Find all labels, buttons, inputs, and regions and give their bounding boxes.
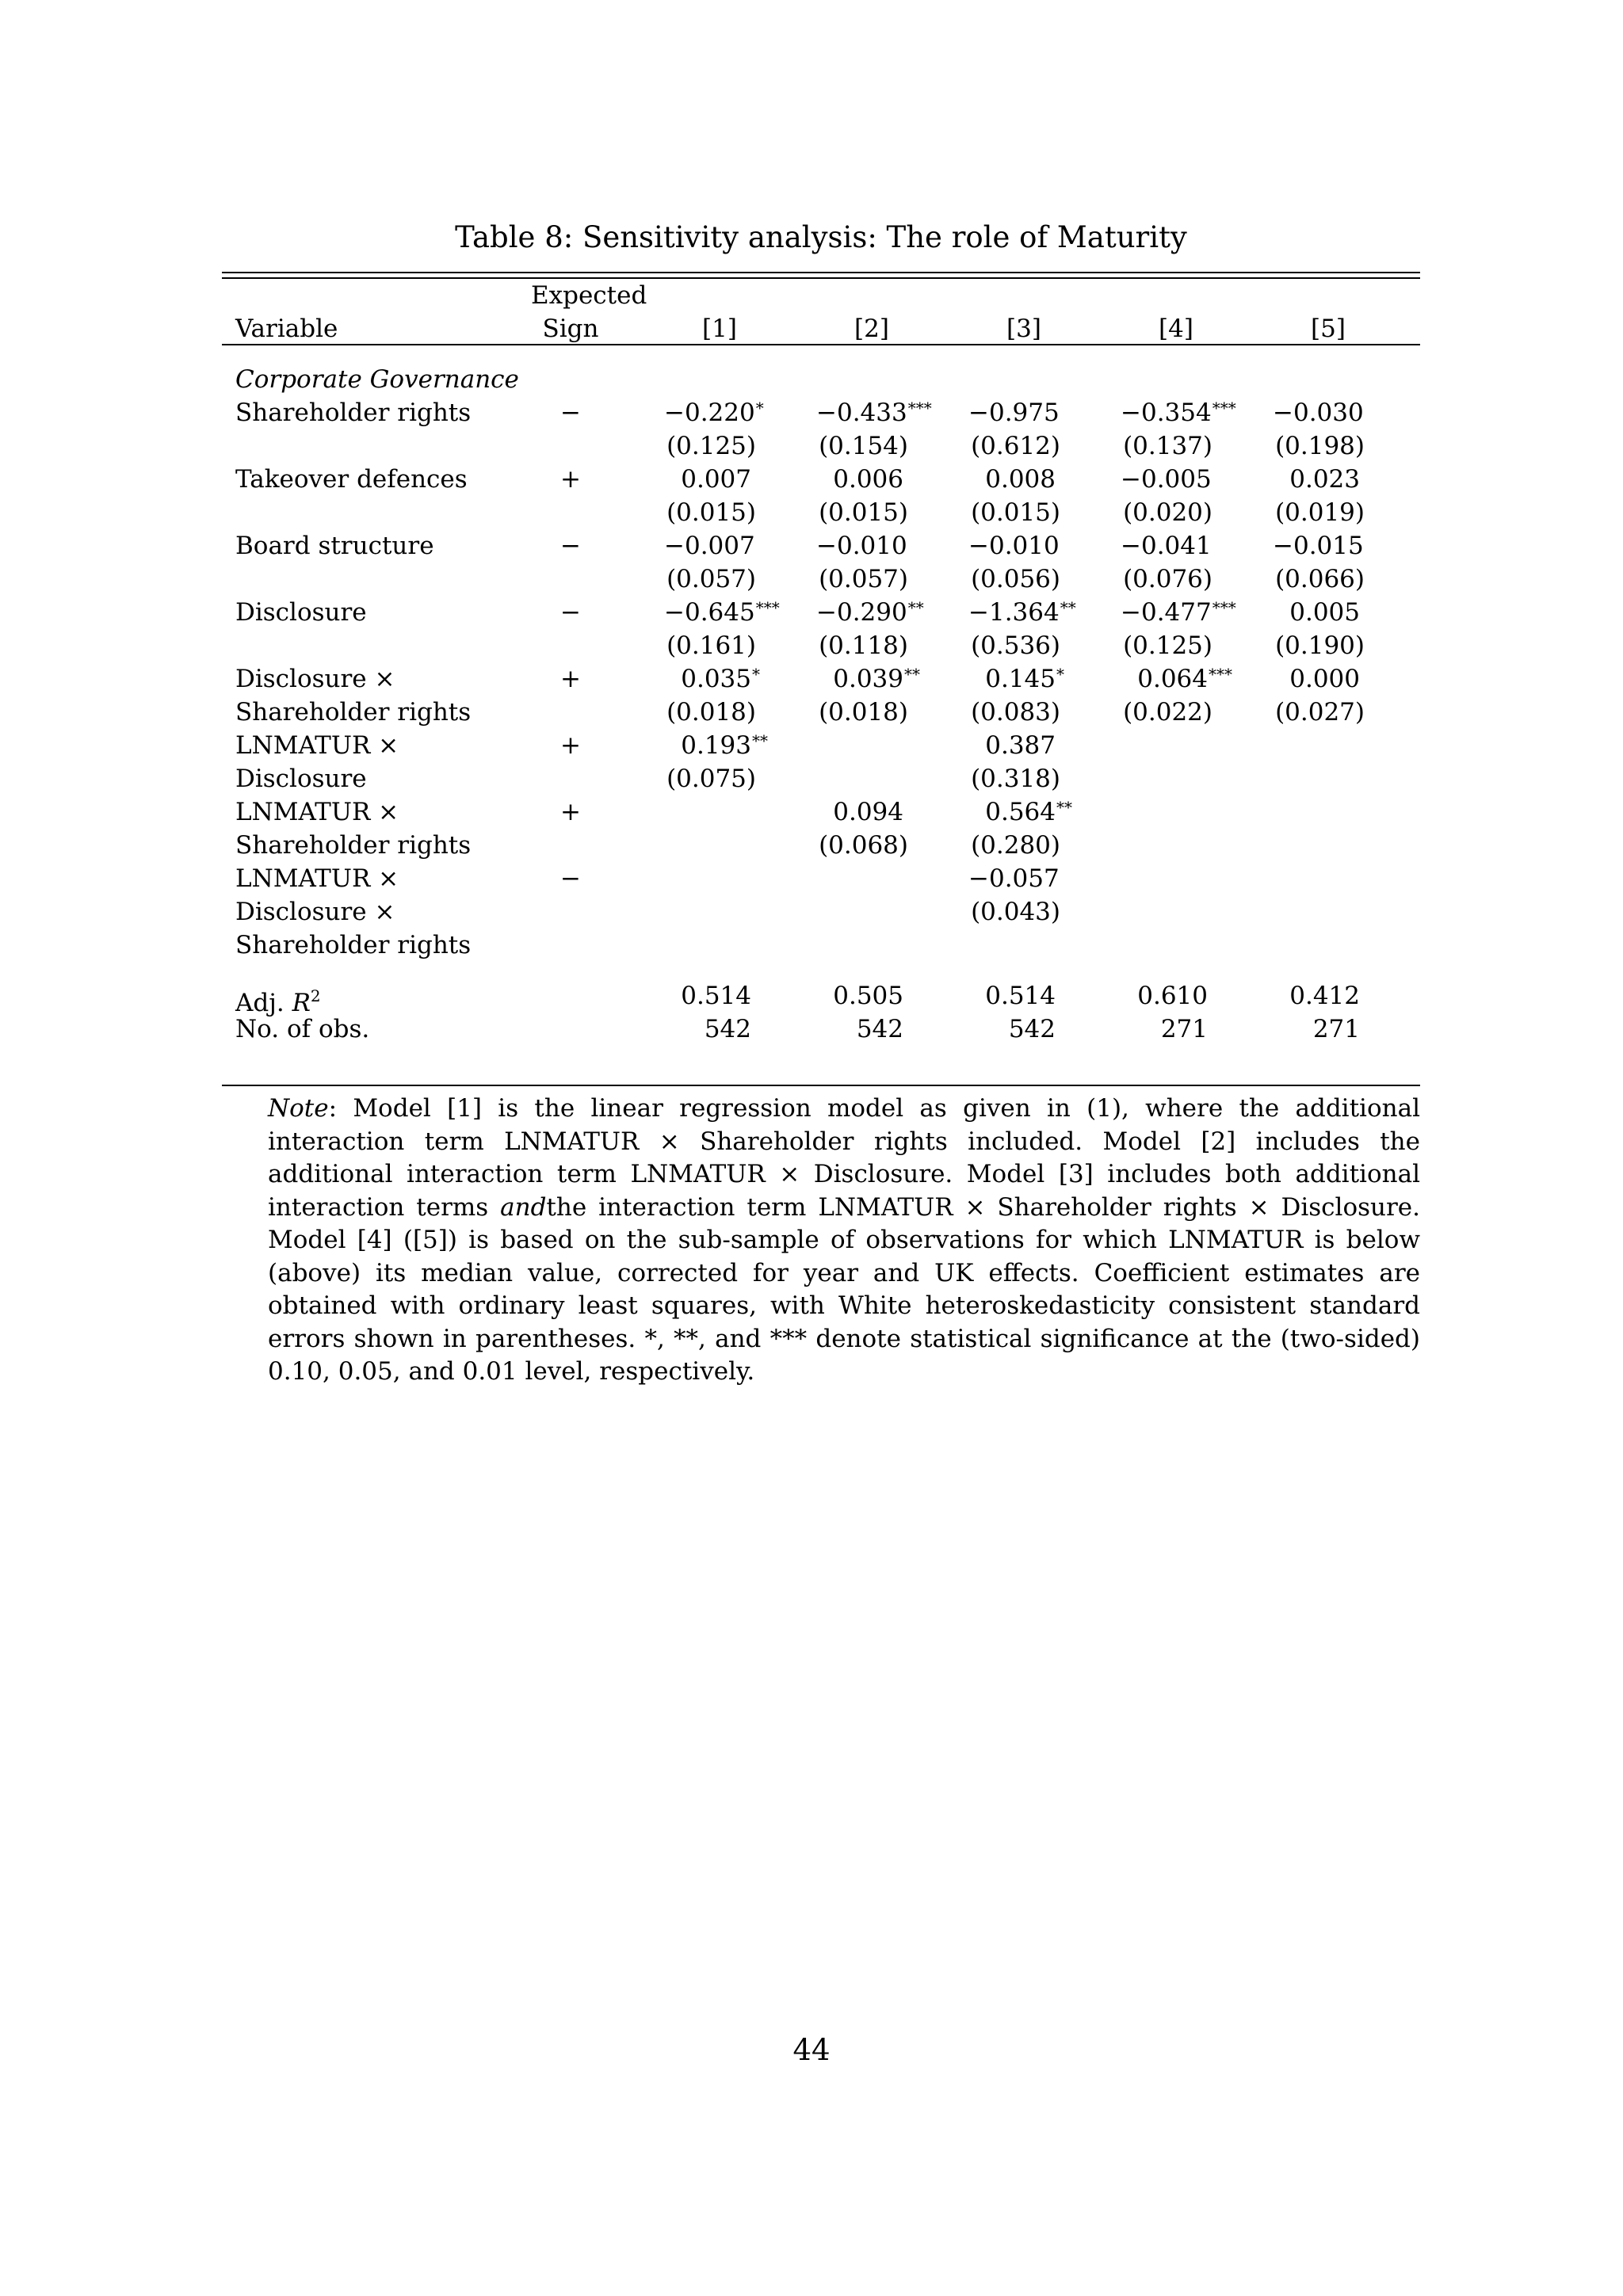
standard-error: (0.154): [819, 432, 908, 460]
nobs-value: 271: [1160, 1015, 1208, 1043]
coefficient-value: 0.145: [985, 665, 1056, 693]
table-row: [222, 629, 1420, 662]
standard-error: (0.612): [971, 432, 1060, 460]
standard-error: (0.190): [1275, 631, 1365, 660]
nobs-value: 542: [1008, 1015, 1056, 1043]
standard-error: (0.019): [1275, 498, 1365, 527]
coefficient: [1121, 396, 1236, 429]
coefficient: [1121, 529, 1212, 563]
variable-name: LNMATUR ×: [235, 864, 399, 893]
nobs-value: 542: [704, 1015, 751, 1043]
variable-name: Disclosure ×: [235, 665, 395, 693]
note-italic-word: and: [500, 1192, 547, 1222]
standard-error: (0.318): [971, 765, 1060, 793]
variable-name: Shareholder rights: [235, 698, 472, 727]
coefficient: [816, 596, 924, 629]
table-row: [222, 396, 1420, 429]
expected-sign: −: [560, 532, 581, 560]
table-row: [222, 563, 1420, 596]
expected-sign: +: [560, 731, 581, 760]
standard-error: (0.083): [971, 698, 1060, 727]
variable-name: Board structure: [235, 532, 434, 560]
table-row: [222, 662, 1420, 696]
coefficient: [1273, 396, 1364, 429]
coefficient-value: −0.030: [1273, 399, 1364, 427]
standard-error: (0.020): [1123, 498, 1212, 527]
coefficient-value: −0.290: [816, 598, 907, 627]
table-note: [268, 1093, 1420, 1389]
standard-error: (0.057): [819, 565, 908, 593]
coefficient-value: 0.007: [681, 465, 751, 494]
bottom-rule: [222, 1085, 1420, 1086]
coefficient: [664, 596, 780, 629]
significance-stars: *: [755, 399, 764, 418]
adj-r2-value: 0.514: [985, 982, 1056, 1010]
table-row: [222, 596, 1420, 629]
expected-sign: −: [560, 598, 581, 627]
coefficient-value: −1.364: [968, 598, 1060, 627]
variable-name: LNMATUR ×: [235, 798, 399, 826]
coefficient: [664, 729, 768, 762]
coefficient-value: −0.007: [664, 532, 755, 560]
top-rule: [222, 272, 1420, 273]
standard-error: (0.536): [971, 631, 1060, 660]
header-row-1: [222, 279, 1420, 312]
model-4-header: [4]: [1159, 315, 1193, 343]
significance-stars: *: [752, 665, 760, 684]
expected-sign: −: [560, 399, 581, 427]
variable-name: Shareholder rights: [235, 831, 472, 860]
variable-name: Shareholder rights: [235, 399, 472, 427]
coefficient: [968, 862, 1060, 895]
significance-stars: **: [752, 731, 768, 750]
coefficient: [968, 596, 1076, 629]
coefficient: [816, 662, 920, 696]
significance-stars: ***: [1212, 399, 1236, 418]
table-row: [222, 895, 1420, 929]
variable-name: Takeover defences: [235, 465, 468, 494]
coefficient: [664, 396, 764, 429]
coefficient-value: 0.387: [985, 731, 1056, 760]
coefficient-value: 0.193: [681, 731, 751, 760]
variable-header: Variable: [235, 315, 338, 343]
expected-sign: +: [560, 665, 581, 693]
significance-stars: **: [907, 598, 924, 617]
note-label: Note: [268, 1094, 329, 1123]
nobs-row: [222, 1013, 1420, 1046]
coefficient-value: −0.041: [1121, 532, 1212, 560]
standard-error: (0.056): [971, 565, 1060, 593]
variable-name: Disclosure ×: [235, 898, 395, 926]
note-text-part1: : Model [1] is the linear regression model as given in (1), where the additional interaction term LNMATUR × Shareholder rights included. Model [2] includes the additional interaction term LNMATUR × Disclosure. Model [3] includes both additional interaction terms: [268, 1094, 1420, 1222]
sign-header: Sign: [542, 315, 599, 343]
standard-error: (0.137): [1123, 432, 1212, 460]
table-caption: Table 8: Sensitivity analysis: The role of Maturity: [455, 220, 1187, 254]
expected-sign: −: [560, 864, 581, 893]
adj-r2-value: 0.505: [833, 982, 903, 1010]
adj-r2-value: 0.412: [1289, 982, 1360, 1010]
section-row: [222, 363, 1420, 396]
significance-stars: **: [904, 665, 920, 684]
expected-sign-header-line1: Expected: [531, 281, 647, 310]
nobs-value: 271: [1312, 1015, 1360, 1043]
significance-stars: ***: [1209, 665, 1232, 684]
standard-error: (0.161): [666, 631, 756, 660]
adj-r2-value: 0.514: [681, 982, 751, 1010]
page-number: 44: [792, 2033, 831, 2067]
standard-error: (0.075): [666, 765, 756, 793]
coefficient-value: −0.354: [1121, 399, 1212, 427]
model-2-header: [2]: [854, 315, 889, 343]
coefficient: [1121, 596, 1236, 629]
standard-error: (0.057): [666, 565, 756, 593]
coefficient: [816, 529, 907, 563]
significance-stars: ***: [1212, 598, 1236, 617]
coefficient: [664, 463, 751, 496]
coefficient-value: −0.057: [968, 864, 1060, 893]
standard-error: (0.280): [971, 831, 1060, 860]
coefficient-value: 0.035: [681, 665, 751, 693]
model-1-header: [1]: [702, 315, 737, 343]
coefficient-value: −0.015: [1273, 532, 1364, 560]
table-row: [222, 929, 1420, 962]
standard-error: (0.015): [819, 498, 908, 527]
table-row: [222, 829, 1420, 862]
variable-name: LNMATUR ×: [235, 731, 399, 760]
coefficient: [968, 396, 1060, 429]
significance-stars: ***: [755, 598, 780, 617]
significance-stars: **: [1056, 798, 1072, 817]
coefficient: [968, 795, 1072, 829]
coefficient: [968, 662, 1064, 696]
coefficient-value: −0.220: [664, 399, 755, 427]
coefficient-value: 0.064: [1137, 665, 1208, 693]
coefficient-value: 0.023: [1289, 465, 1360, 494]
model-3-header: [3]: [1006, 315, 1041, 343]
coefficient-value: −0.477: [1121, 598, 1212, 627]
table-row: [222, 795, 1420, 829]
coefficient-value: 0.039: [833, 665, 903, 693]
nobs-value: 542: [856, 1015, 903, 1043]
table-row: [222, 529, 1420, 563]
note-text-part2: the interaction term LNMATUR × Shareholder rights × Disclosure. Model [4] ([5]) is based on the sub-sample of observations for which LNMATUR is below (above) its median value, corrected for year and UK effects. Coefficient estimates are obtained with ordinary least squares, with White heteroskedasticity consistent standard errors shown in parentheses. *, **, and *** denote statistical significance at the (two-sided) 0.10, 0.05, and 0.01 level, respectively.: [268, 1192, 1420, 1386]
standard-error: (0.076): [1123, 565, 1212, 593]
table-row: [222, 729, 1420, 762]
standard-error: (0.027): [1275, 698, 1365, 727]
adj-r2-row: [222, 979, 1420, 1017]
table-row: [222, 696, 1420, 729]
standard-error: (0.125): [666, 432, 756, 460]
expected-sign: +: [560, 465, 581, 494]
header-row-2: [222, 312, 1420, 345]
standard-error: (0.015): [666, 498, 756, 527]
expected-sign: +: [560, 798, 581, 826]
coefficient: [664, 662, 760, 696]
coefficient-value: 0.008: [985, 465, 1056, 494]
coefficient-value: −0.010: [816, 532, 907, 560]
significance-stars: ***: [907, 399, 932, 418]
coefficient: [1273, 596, 1360, 629]
standard-error: (0.125): [1123, 631, 1212, 660]
section-title: Corporate Governance: [235, 365, 519, 394]
table-row: [222, 762, 1420, 795]
model-5-header: [5]: [1311, 315, 1346, 343]
standard-error: (0.066): [1275, 565, 1365, 593]
coefficient-value: −0.433: [816, 399, 907, 427]
coefficient-value: 0.005: [1289, 598, 1360, 627]
coefficient: [1273, 463, 1360, 496]
coefficient: [1121, 662, 1232, 696]
coefficient: [816, 396, 932, 429]
adj-r2-value: 0.610: [1137, 982, 1208, 1010]
standard-error: (0.018): [666, 698, 756, 727]
nobs-label: No. of obs.: [235, 1015, 370, 1043]
coefficient-value: 0.094: [833, 798, 903, 826]
coefficient: [664, 529, 755, 563]
coefficient-value: −0.005: [1121, 465, 1212, 494]
table-row: [222, 862, 1420, 895]
standard-error: (0.018): [819, 698, 908, 727]
coefficient: [968, 463, 1056, 496]
standard-error: (0.022): [1123, 698, 1212, 727]
coefficient: [968, 529, 1060, 563]
standard-error: (0.015): [971, 498, 1060, 527]
table-body: [222, 396, 1420, 962]
table-row: [222, 463, 1420, 496]
standard-error: (0.198): [1275, 432, 1365, 460]
coefficient-value: −0.975: [968, 399, 1060, 427]
coefficient-value: 0.564: [985, 798, 1056, 826]
coefficient-value: −0.010: [968, 532, 1060, 560]
variable-name: Disclosure: [235, 598, 367, 627]
variable-name: Disclosure: [235, 765, 367, 793]
significance-stars: *: [1056, 665, 1064, 684]
table-row: [222, 429, 1420, 463]
coefficient: [1273, 662, 1360, 696]
standard-error: (0.068): [819, 831, 908, 860]
coefficient: [816, 463, 903, 496]
coefficient-value: −0.645: [664, 598, 755, 627]
regression-table: [222, 279, 1420, 1046]
standard-error: (0.043): [971, 898, 1060, 926]
adj-r2-label: Adj. $R^2$: [235, 986, 321, 1017]
coefficient: [1273, 529, 1364, 563]
standard-error: (0.118): [819, 631, 908, 660]
coefficient-value: 0.006: [833, 465, 903, 494]
coefficient: [968, 729, 1056, 762]
coefficient: [816, 795, 903, 829]
table-row: [222, 496, 1420, 529]
coefficient: [1121, 463, 1212, 496]
significance-stars: **: [1060, 598, 1076, 617]
coefficient-value: 0.000: [1289, 665, 1360, 693]
variable-name: Shareholder rights: [235, 931, 472, 959]
